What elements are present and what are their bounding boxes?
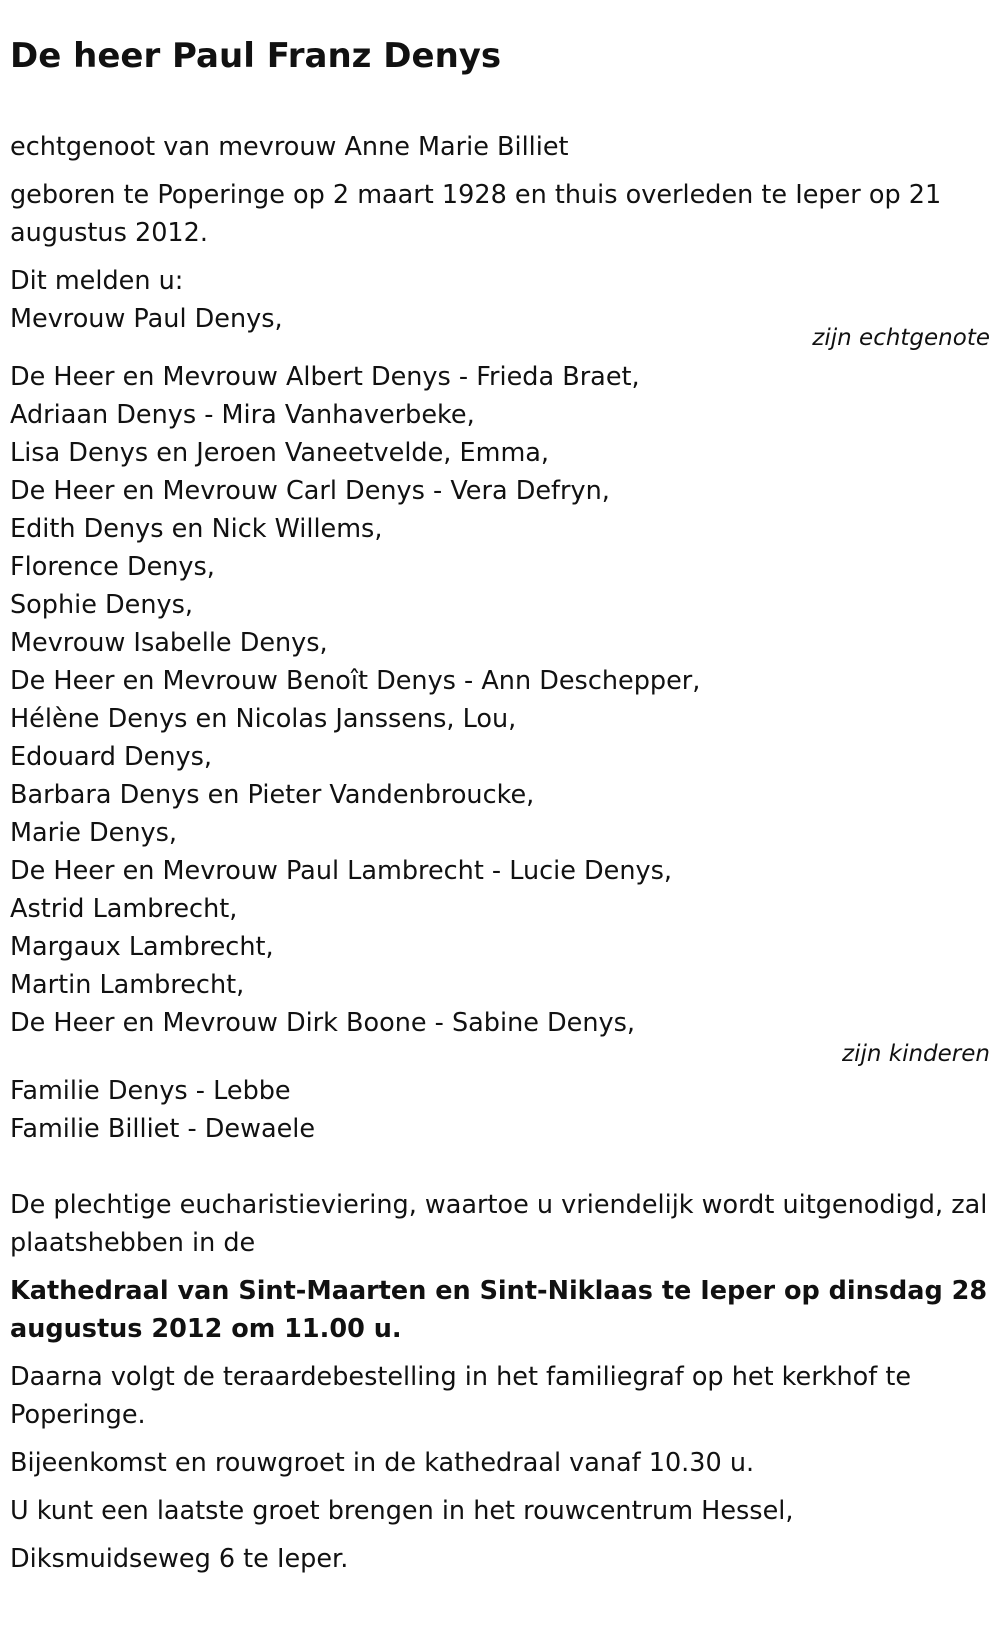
list-item: Margaux Lambrecht, [10,932,274,962]
list-item: Florence Denys, [10,552,215,582]
list-item: Familie Denys - Lebbe [10,1076,291,1106]
page-title: De heer Paul Franz Denys [10,36,502,76]
ceremony-place: Kathedraal van Sint-Maarten en Sint-Niklaas te Ieper op dinsdag 28 augustus 2012 om 11.00 u. [10,1276,988,1344]
birth-death-text: geboren te Poperinge op 2 maart 1928 en thuis overleden te Ieper op 21 augustus 2012. [10,180,942,248]
list-item: Edouard Denys, [10,742,212,772]
spouse-role: zijn echtgenote [812,325,990,351]
spouse-name: Mevrouw Paul Denys, [10,304,283,334]
list-item: Marie Denys, [10,818,177,848]
list-item: Barbara Denys en Pieter Vandenbroucke, [10,780,535,810]
burial-text: Daarna volgt de teraardebestelling in het familiegraf op het kerkhof te Poperinge. [10,1362,912,1430]
children-role: zijn kinderen [842,1041,990,1067]
list-item: Familie Billiet - Dewaele [10,1114,316,1144]
list-item: Astrid Lambrecht, [10,894,238,924]
list-item: Lisa Denys en Jeroen Vaneetvelde, Emma, [10,438,550,468]
address-text: Diksmuidseweg 6 te Ieper. [10,1544,349,1574]
list-item: Adriaan Denys - Mira Vanhaverbeke, [10,400,475,430]
list-item: De Heer en Mevrouw Paul Lambrecht - Lucie Denys, [10,856,673,886]
children-list [10,358,990,1042]
list-item: De Heer en Mevrouw Dirk Boone - Sabine Denys, [10,1008,635,1038]
list-item: Martin Lambrecht, [10,970,245,1000]
list-item: De Heer en Mevrouw Carl Denys - Vera Defryn, [10,476,610,506]
list-item: Mevrouw Isabelle Denys, [10,628,328,658]
list-item: Edith Denys en Nick Willems, [10,514,383,544]
list-item: Hélène Denys en Nicolas Janssens, Lou, [10,704,517,734]
announce-intro: Dit melden u: [10,266,184,296]
last-greeting-text: U kunt een laatste groet brengen in het rouwcentrum Hessel, [10,1496,794,1526]
ceremony-intro: De plechtige eucharistieviering, waartoe u vriendelijk wordt uitgenodigd, zal plaatshebben in de [10,1190,988,1258]
family-list [10,1072,990,1148]
gathering-text: Bijeenkomst en rouwgroet in de kathedraal vanaf 10.30 u. [10,1448,755,1478]
list-item: De Heer en Mevrouw Albert Denys - Frieda Braet, [10,362,640,392]
spouse-line: echtgenoot van mevrouw Anne Marie Billiet [10,132,569,162]
list-item: Sophie Denys, [10,590,193,620]
list-item: De Heer en Mevrouw Benoît Denys - Ann Deschepper, [10,666,701,696]
